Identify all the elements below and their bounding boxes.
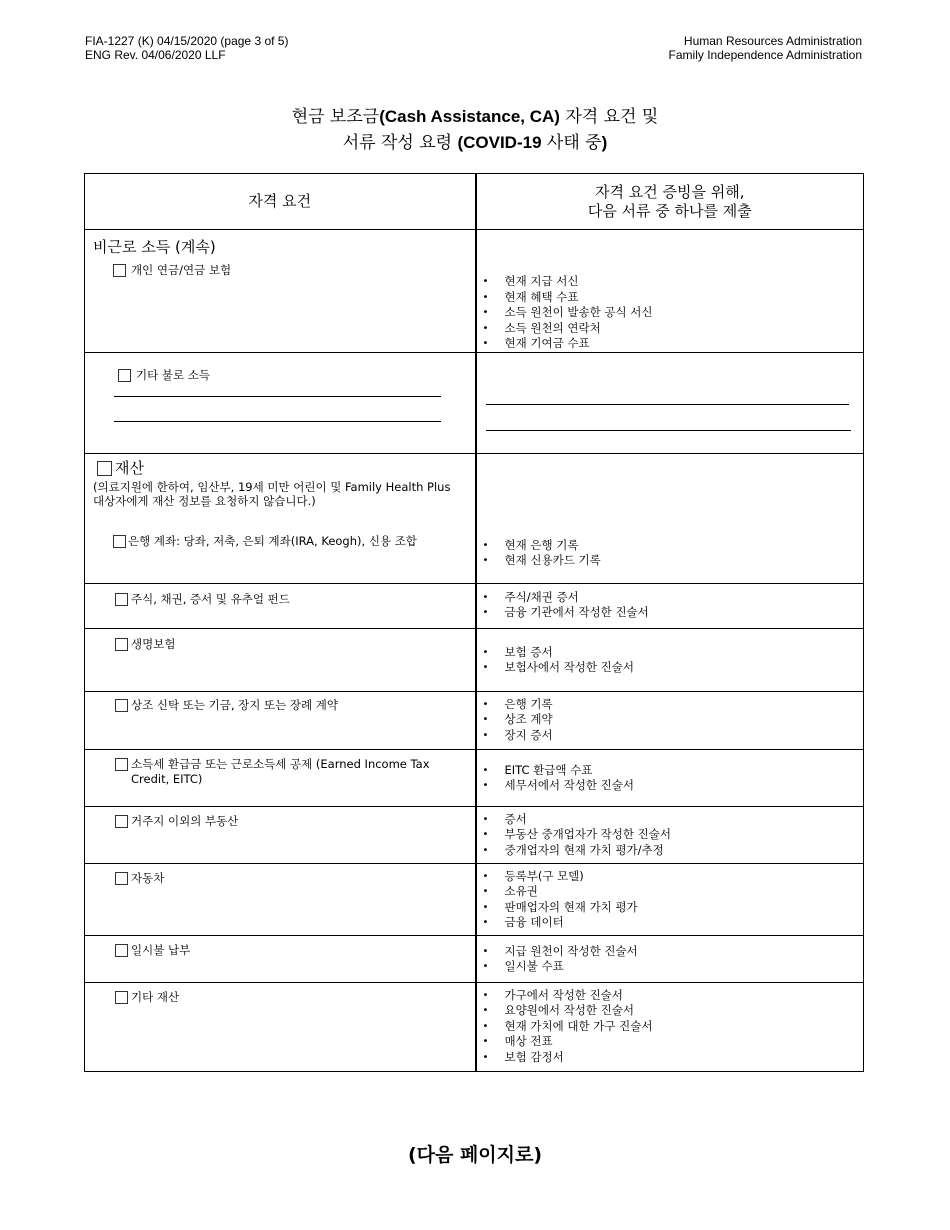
fill-in-line[interactable] <box>114 396 441 397</box>
lump-sum-checkbox[interactable] <box>115 944 128 957</box>
other-unearned-checkbox[interactable] <box>118 369 131 382</box>
requirement-label: 상조 신탁 또는 기금, 장지 또는 장례 계약 <box>131 697 338 712</box>
table-row <box>85 352 864 453</box>
list-item: • 은행 기록 <box>477 697 864 713</box>
list-item: • 주식/채권 증서 <box>477 590 864 606</box>
table-row <box>85 863 864 935</box>
section-heading-resources: 재산 <box>85 454 475 477</box>
list-item: • 지급 원천이 작성한 진술서 <box>477 944 864 960</box>
list-item: • 보험 증서 <box>477 645 864 661</box>
list-item: • 현재 지급 서신 <box>477 274 864 290</box>
list-item: • 등록부(구 모델) <box>477 869 864 885</box>
list-item: • 요양원에서 작성한 진술서 <box>477 1003 864 1019</box>
list-item: • 현재 기여금 수표 <box>477 336 864 352</box>
title-line-2: 서류 작성 요령 (COVID-19 사태 중) <box>342 133 608 153</box>
list-item <box>85 983 475 1005</box>
burial-checkbox[interactable] <box>115 699 128 712</box>
list-item: • 현재 은행 기록 <box>477 538 864 554</box>
continued-note: (다음 페이지로) <box>407 1144 543 1166</box>
list-item: • 현재 혜택 수표 <box>477 290 864 306</box>
requirement-label: 자동차 <box>131 870 165 885</box>
title-line-1: 현금 보조금(Cash Assistance, CA) 자격 요건 및 <box>291 107 659 127</box>
list-item <box>85 629 475 652</box>
col-header-requirement: 자격 요건 <box>248 192 312 210</box>
col-header-documents: 자격 요건 증빙을 위해, 다음 서류 중 하나를 제출 <box>587 182 752 220</box>
requirement-label: 일시불 납부 <box>131 942 191 957</box>
agency-name: Human Resources Administration <box>683 34 862 48</box>
list-item: • 금융 기관에서 작성한 진술서 <box>477 605 864 621</box>
list-item: • 부동산 중개업자가 작성한 진술서 <box>477 827 864 843</box>
document-list <box>477 763 864 794</box>
bank-checkbox[interactable] <box>113 535 126 548</box>
document-list <box>477 988 864 1066</box>
fill-in-line[interactable] <box>486 430 852 431</box>
document-list <box>477 869 864 931</box>
list-item <box>85 584 475 607</box>
car-checkbox[interactable] <box>115 872 128 885</box>
requirement-label: 기타 불로 소득 <box>136 367 210 382</box>
requirement-label: 소득세 환급금 또는 근로소득세 공제 (Earned Income Tax Credit, EITC) <box>131 756 430 786</box>
requirement-label: 거주지 이외의 부동산 <box>131 813 239 828</box>
list-item: • 판매업자의 현재 가치 평가 <box>477 900 864 916</box>
list-item: • 가구에서 작성한 진술서 <box>477 988 864 1004</box>
list-item: • 소유권 <box>477 884 864 900</box>
table-row <box>85 749 864 806</box>
table-row <box>85 583 864 628</box>
sub-agency-name: Family Independence Administration <box>668 48 862 62</box>
agency-block <box>669 34 862 62</box>
real-estate-checkbox[interactable] <box>115 815 128 828</box>
table-row <box>85 453 864 583</box>
document-list <box>477 812 864 859</box>
form-id: FIA-1227 (K) 04/15/2020 (page 3 of 5) <box>85 34 289 48</box>
document-list <box>477 944 864 975</box>
list-item: • 현재 신용카드 기록 <box>477 553 864 569</box>
list-item: • 일시불 수표 <box>477 959 864 975</box>
requirements-table <box>84 173 864 1072</box>
table-header-row <box>85 174 864 230</box>
section-heading-unearned: 비근로 소득 (계속) <box>93 238 216 256</box>
document-list <box>477 538 864 569</box>
list-item <box>85 750 475 787</box>
document-list <box>477 590 864 621</box>
revision-info: ENG Rev. 04/06/2020 LLF <box>85 48 226 62</box>
list-item: • 세무서에서 작성한 진술서 <box>477 778 864 794</box>
list-item <box>85 936 475 958</box>
stocks-checkbox[interactable] <box>115 593 128 606</box>
table-row <box>85 230 864 353</box>
eitc-checkbox[interactable] <box>115 758 128 771</box>
table-row <box>85 628 864 691</box>
list-item: • 현재 가치에 대한 가구 진술서 <box>477 1019 864 1035</box>
requirement-label: 주식, 채권, 증서 및 유추얼 펀드 <box>131 591 290 606</box>
table-row <box>85 935 864 982</box>
list-item: • 장지 증서 <box>477 728 864 744</box>
list-item <box>85 864 475 886</box>
list-item: • 소득 원천의 연락처 <box>477 321 864 337</box>
requirement-label: 생명보험 <box>131 636 176 651</box>
list-item: • 중개업자의 현재 가치 평가/추정 <box>477 843 864 859</box>
table-row <box>85 982 864 1071</box>
requirement-label: 은행 계좌: 당좌, 저축, 은퇴 계좌(IRA, Keogh), 신용 조합 <box>128 533 417 548</box>
list-item: • 매상 전표 <box>477 1034 864 1050</box>
other-resources-checkbox[interactable] <box>115 991 128 1004</box>
list-item: • 소득 원천이 발송한 공식 서신 <box>477 305 864 321</box>
list-item: • EITC 환급액 수표 <box>477 763 864 779</box>
document-list <box>477 274 864 352</box>
requirement-label: 개인 연금/연금 보험 <box>131 263 232 277</box>
document-list <box>477 697 864 744</box>
list-item <box>85 692 475 713</box>
table-row <box>85 691 864 749</box>
pension-checkbox[interactable] <box>113 264 126 277</box>
fill-in-line[interactable] <box>114 421 441 422</box>
table-row <box>85 806 864 863</box>
list-item <box>85 353 475 383</box>
resources-note: (의료지원에 한하여, 임산부, 19세 미만 어린이 및 Family Health Plus 대상자에게 재산 정보를 요청하지 않습니다.) <box>93 479 451 508</box>
list-item: • 금융 데이터 <box>477 915 864 931</box>
list-item <box>85 807 475 829</box>
list-item <box>85 508 475 549</box>
list-item: • 보험사에서 작성한 진술서 <box>477 660 864 676</box>
page-title <box>0 104 950 156</box>
document-list <box>477 645 864 676</box>
list-item: • 증서 <box>477 812 864 828</box>
fill-in-line[interactable] <box>486 404 850 405</box>
list-item: • 보험 감정서 <box>477 1050 864 1066</box>
list-item <box>85 257 475 278</box>
resources-checkbox[interactable] <box>97 461 112 476</box>
life-insurance-checkbox[interactable] <box>115 638 128 651</box>
requirement-label: 기타 재산 <box>131 989 180 1004</box>
form-id-block <box>85 34 288 62</box>
list-item: • 상조 계약 <box>477 712 864 728</box>
